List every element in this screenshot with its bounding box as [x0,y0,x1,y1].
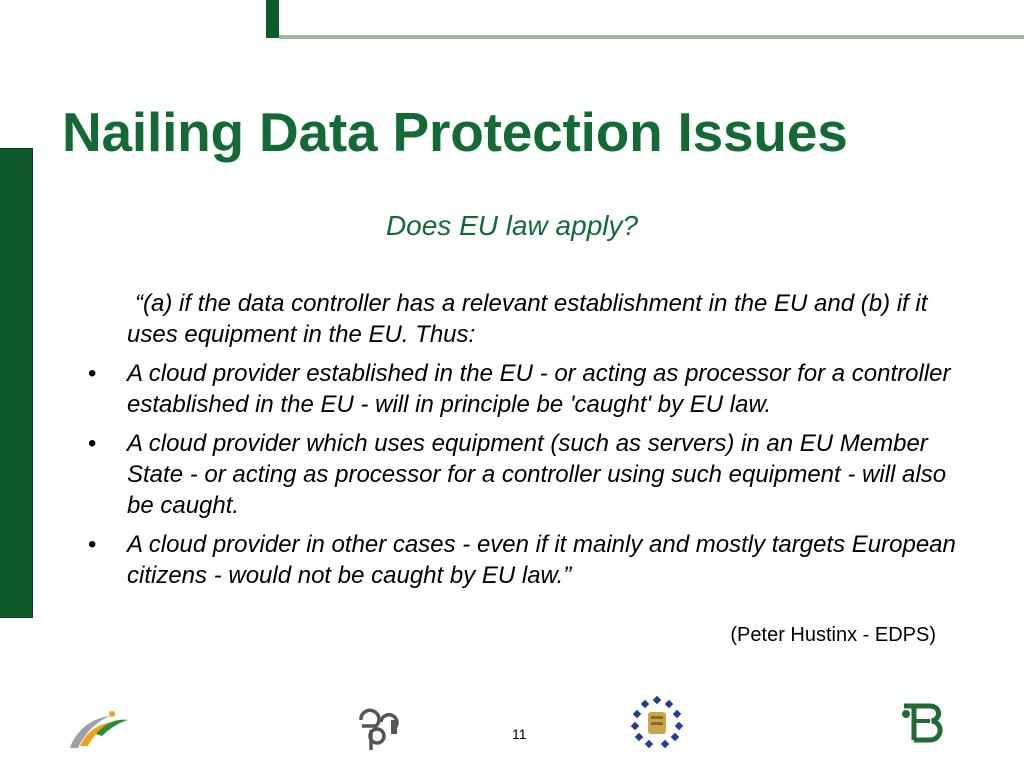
list-item [88,529,957,591]
page-number: 11 [512,726,527,742]
bullet-text: A cloud provider in other cases - even if it mainly and mostly targets European citizens - would not be caught by EU law. [127,531,956,589]
close-quote-mark: ” [563,562,572,589]
bullet-list [88,358,957,591]
swirl-logo [66,706,130,752]
star-emblem-logo [628,696,686,750]
bullet-marker: • [88,360,97,387]
quote-intro [127,288,957,350]
b-monogram-logo [900,700,946,744]
top-accent-bar [266,0,279,38]
top-accent-line [279,35,1024,39]
quote-intro-text: (a) if the data controller has a relevant establishment in the EU and (b) if it uses equipment in the EU. Thus: [127,290,928,348]
bullet-marker: • [88,531,97,558]
bullet-text: A cloud provider which uses equipment (such as servers) in an EU Member State - or acting as processor for a controller using such equipment - will also be caught. [127,430,947,519]
open-quote-mark: “ [135,290,143,317]
bullet-marker: • [88,430,97,457]
list-item [88,428,957,521]
slide-subtitle: Does EU law apply? [385,210,639,241]
slide-title: Nailing Data Protection Issues [62,101,848,163]
quote-body [88,288,957,599]
bullet-text: A cloud provider established in the EU - or acting as processor for a controller established in the EU - will in principle be 'caught' by EU law. [127,360,951,418]
epa-logo [355,700,405,752]
list-item [88,358,957,420]
quote-attribution: (Peter Hustinx - EDPS) [730,624,936,646]
